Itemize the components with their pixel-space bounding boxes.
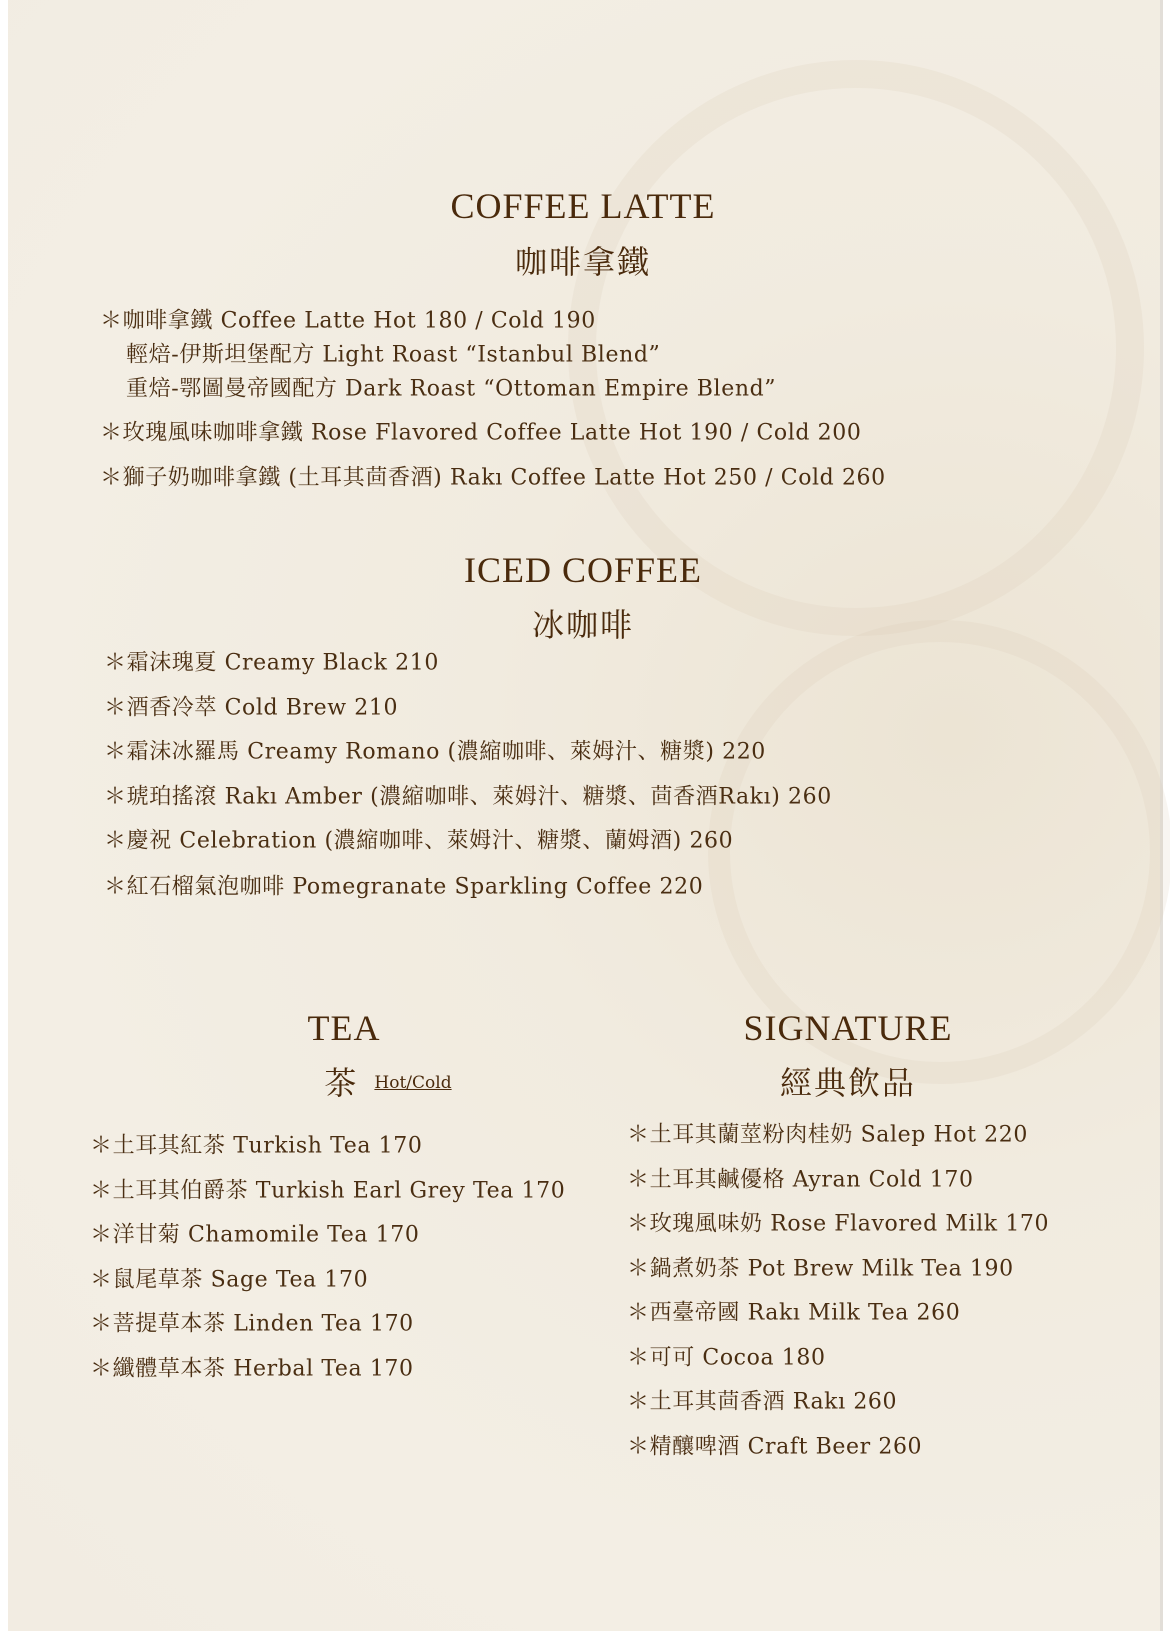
menu-item: ＊鍋煮奶茶 Pot Brew Milk Tea 190: [627, 1256, 1014, 1282]
menu-item: ＊獅子奶咖啡拿鐵 (土耳其茴香酒) Rakı Coffee Latte Hot 250 / Cold 260: [100, 465, 886, 491]
menu-item: ＊土耳其鹹優格 Ayran Cold 170: [627, 1167, 974, 1193]
menu-item: ＊纖體草本茶 Herbal Tea 170: [90, 1356, 414, 1382]
menu-item: ＊西臺帝國 Rakı Milk Tea 260: [627, 1300, 961, 1326]
hot-cold-note: Hot/Cold: [374, 1073, 452, 1093]
menu-item: ＊玫瑰風味咖啡拿鐵 Rose Flavored Coffee Latte Hot 190 / Cold 200: [100, 420, 862, 446]
menu-item: ＊霜沫瑰夏 Creamy Black 210: [104, 650, 439, 676]
menu-item: ＊洋甘菊 Chamomile Tea 170: [90, 1222, 420, 1248]
menu-item: ＊琥珀搖滾 Rakı Amber (濃縮咖啡、萊姆汁、糖漿、茴香酒Rakı) 260: [104, 784, 832, 810]
menu-item: ＊土耳其紅茶 Turkish Tea 170: [90, 1133, 423, 1159]
menu-item: ＊霜沫冰羅馬 Creamy Romano (濃縮咖啡、萊姆汁、糖漿) 220: [104, 739, 766, 765]
menu-item: ＊酒香冷萃 Cold Brew 210: [104, 695, 399, 721]
menu-item: ＊土耳其蘭莖粉肉桂奶 Salep Hot 220: [627, 1122, 1028, 1148]
menu-item: ＊精釀啤酒 Craft Beer 260: [627, 1434, 923, 1460]
menu-item: ＊紅石榴氣泡咖啡 Pomegranate Sparkling Coffee 220: [104, 874, 704, 900]
section-title-iced-coffee: ICED COFFEE: [463, 550, 703, 590]
menu-item: ＊咖啡拿鐵 Coffee Latte Hot 180 / Cold 190: [100, 308, 596, 334]
menu-item-option: 重焙-鄂圖曼帝國配方 Dark Roast “Ottoman Empire Blend”: [126, 376, 777, 402]
tea-zh-label: 茶: [324, 1064, 359, 1102]
section-title-tea: TEA: [307, 1008, 381, 1048]
menu-item: ＊土耳其茴香酒 Rakı 260: [627, 1389, 898, 1415]
section-subtitle-tea: [324, 1058, 451, 1104]
menu-item: ＊鼠尾草茶 Sage Tea 170: [90, 1267, 369, 1293]
section-subtitle-coffee-latte: 咖啡拿鐵: [514, 243, 652, 281]
section-subtitle-signature: 經典飲品: [779, 1064, 917, 1102]
menu-item: ＊菩提草本茶 Linden Tea 170: [90, 1311, 414, 1337]
menu-item: ＊土耳其伯爵茶 Turkish Earl Grey Tea 170: [90, 1178, 566, 1204]
menu-item-option: 輕焙-伊斯坦堡配方 Light Roast “Istanbul Blend”: [126, 342, 661, 368]
menu-item: ＊慶祝 Celebration (濃縮咖啡、萊姆汁、糖漿、蘭姆酒) 260: [104, 828, 734, 854]
menu-page: [8, 0, 1163, 1631]
section-title-coffee-latte: COFFEE LATTE: [450, 186, 716, 226]
section-title-signature: SIGNATURE: [743, 1008, 953, 1048]
menu-item: ＊可可 Cocoa 180: [627, 1345, 826, 1371]
section-subtitle-iced-coffee: 冰咖啡: [531, 606, 635, 644]
menu-item: ＊玫瑰風味奶 Rose Flavored Milk 170: [627, 1211, 1050, 1237]
